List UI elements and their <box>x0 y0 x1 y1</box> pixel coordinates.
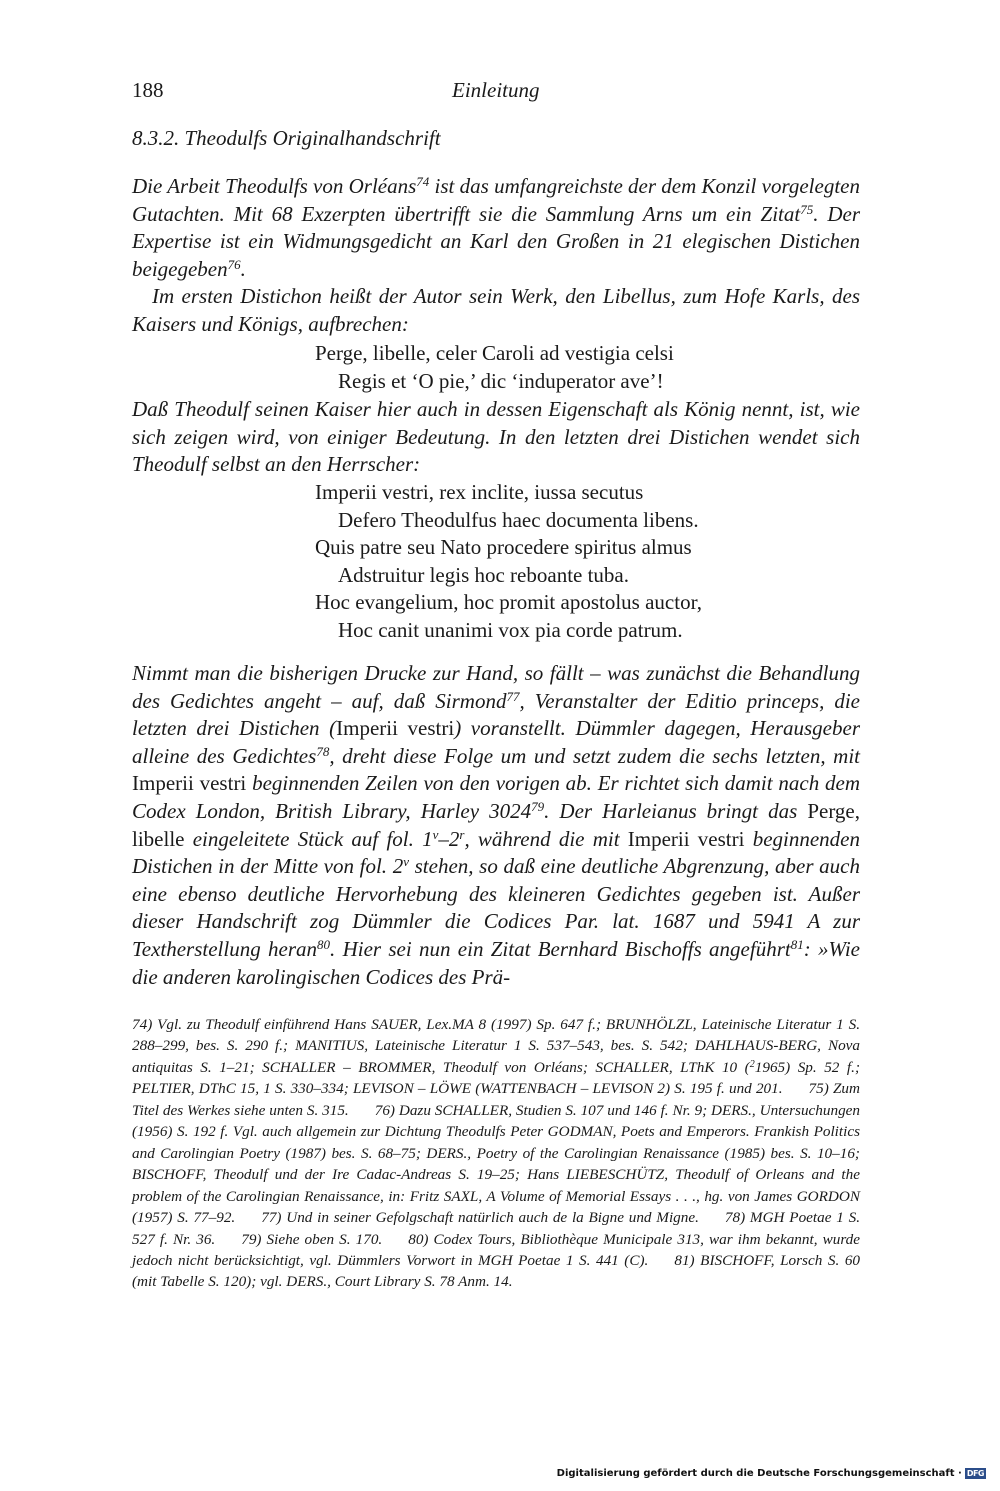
footnote-ref-81[interactable]: 81 <box>790 936 804 952</box>
text-span: . Der Harleianus bringt das <box>544 798 808 823</box>
verse-line: Regis et ‘O pie,’ dic ‘induperator ave’! <box>338 368 664 393</box>
footnote-78: 78) MGH Poetae 1 S. 527 f. Nr. 36. <box>132 1209 861 1248</box>
section-title: 8.3.2. Theodulfs Originalhandschrift <box>132 126 441 150</box>
verse-line: Hoc evangelium, hoc promit apostolus auctor, <box>315 590 702 615</box>
footnote-81: 81) BISCHOFF, Lorsch S. 60 (mit Tabelle S. 120); vgl. DERS., Court Library S. 78 Anm. 14. <box>132 1251 861 1291</box>
footnote-ref-79[interactable]: 79 <box>531 798 545 814</box>
latin-quote: Perge, libelle <box>132 798 860 851</box>
text-span: –2 <box>438 826 460 851</box>
verse-line: Imperii vestri, rex inclite, iussa secutus <box>315 480 644 504</box>
footnote-76: 76) Dazu SCHALLER, Studien S. 107 und 146 f. Nr. 9; DERS., Untersuchungen (1956) S. 192 f. Vgl. auch allgemein zur Dichtung Theodulfs Peter GODMAN, Poets and Emperors. Frankish Politics and Carolingian Poetry (1987) bes. S. 68–75; DERS., Poetry of the Carolingian Renaissance (1985) bes. S. 10–16; BISCHOFF, Theodulf und der Ire Cadac-Andreas S. 19–25; Hans LIEBESCHÜTZ, Theodulf of Orleans and the problem of the Carolingian Renaissance, in: Fritz SAXL, A Volume of Memorial Essays . . ., hg. von James GORDON (1957) S. 77–92. <box>132 1101 860 1227</box>
running-title: Einleitung <box>452 78 540 102</box>
footnotes <box>132 1014 860 1293</box>
dfg-logo: DFG <box>966 1469 984 1478</box>
footnote-ref-76[interactable]: 76 <box>227 256 241 272</box>
text-span: Nimmt man die bisherigen Drucke zur Hand, so fällt – was zunächst die Behandlung des Gedichtes angeht – auf, daß Sirmond <box>132 661 860 713</box>
footnote-75: 75) Zum Titel des Werkes siehe unten S. 315. <box>132 1080 860 1119</box>
text-span: , Veranstalter der Editio princeps, die letzten drei Distichen ( <box>132 688 861 741</box>
verse-block-1 <box>315 340 674 395</box>
paragraph-4 <box>132 660 860 991</box>
verse-line: Perge, libelle, celer Caroli ad vestigia celsi <box>315 341 674 365</box>
latin-quote: Imperii vestri <box>627 826 745 851</box>
paragraph-3-text: Daß Theodulf seinen Kaiser hier auch in dessen Eigenschaft als König nennt, ist, wie sich zeigen wird, von einiger Bedeutung. In den letzten drei Distichen wendet sich Theodulf selbst an den Herrscher: <box>132 397 860 477</box>
verse-line: Hoc canit unanimi vox pia corde patrum. <box>338 617 683 642</box>
footnote-ref-75[interactable]: 75 <box>800 201 814 217</box>
verse-block-2 <box>315 479 702 645</box>
paragraph-3 <box>132 396 860 479</box>
text-span: , während die mit <box>464 826 628 851</box>
text-span: Die Arbeit Theodulfs von Orléans <box>132 174 417 198</box>
text-span: . <box>240 256 246 281</box>
footnote-77: 77) Und in seiner Gefolgschaft natürlich auch de la Bigne und Migne. <box>261 1209 699 1227</box>
footnote-79: 79) Siehe oben S. 170. <box>241 1230 383 1248</box>
text-span: . Hier sei nun ein Zitat Bernhard Bischoffs angeführt <box>330 936 791 961</box>
folio-superscript: v <box>432 826 439 842</box>
edition-superscript: 2 <box>749 1058 755 1070</box>
text-span: eingeleitete Stück auf fol. 1 <box>184 826 433 851</box>
folio-superscript: v <box>403 854 409 870</box>
text-span: ist das umfangreichste der dem Konzil vorgelegten Gutachten. Mit 68 Exzerpten übertrifft sie die Sammlung Arns um ein Zitat <box>132 174 860 226</box>
latin-quote: Imperii vestri <box>336 716 455 741</box>
footnote-74 <box>132 1016 860 1097</box>
footnote-80: 80) Codex Tours, Bibliothèque Municipale 313, war ihm bekannt, wurde jedoch nicht berücksichtigt, vgl. Dümmlers Vorwort in MGH Poetae 1 S. 441 (C). <box>132 1230 860 1269</box>
paragraph-2: Im ersten Distichon heißt der Autor sein Werk, den Libellus, zum Hofe Karls, des Kaisers und Königs, aufbrechen: <box>132 284 860 336</box>
text-span: : »Wie die anderen karolingischen Codices des Prä- <box>132 936 861 989</box>
footnote-ref-78[interactable]: 78 <box>316 743 330 759</box>
digitization-footer <box>557 1468 986 1479</box>
text-span: stehen, so daß eine deutliche Abgrenzung, aber auch eine ebenso deutliche Hervorhebung des kleineren Gedichtes gegeben ist. Außer dieser Handschrift zog Dümmler die Codices Par. lat. 1687 und 5941 A zur Textherstellung heran <box>132 854 860 961</box>
paragraph-1 <box>132 173 860 283</box>
footnote-ref-80[interactable]: 80 <box>317 936 331 952</box>
footer-text: Digitalisierung gefördert durch die Deutsche Forschungsgemeinschaft · <box>556 1468 962 1479</box>
paragraph-4-text <box>132 660 860 991</box>
intro-paragraphs <box>132 173 860 339</box>
text-span: . Der Expertise ist ein Widmungsgedicht an Karl den Großen in 21 elegischen Distichen beigegeben <box>132 201 860 281</box>
text-span: , dreht diese Folge um und setzt zudem die sechs letzten, mit <box>329 743 861 768</box>
page-number: 188 <box>132 78 164 102</box>
text-span: ) voranstellt. Dümmler dagegen, Herausgeber alleine des Gedichtes <box>132 716 860 768</box>
folio-superscript: r <box>459 826 465 842</box>
verse-line: Defero Theodulfus haec documenta libens. <box>338 507 699 532</box>
text-span: beginnenden Zeilen von den vorigen ab. Er richtet sich damit nach dem Codex London, British Library, Harley 3024 <box>132 771 861 823</box>
footnote-ref-74[interactable]: 74 <box>416 174 430 189</box>
latin-quote: Imperii vestri <box>132 771 247 796</box>
verse-line: Quis patre seu Nato procedere spiritus almus <box>315 535 692 560</box>
text-span: 74) Vgl. zu Theodulf einführend Hans SAUER, Lex.MA 8 (1997) Sp. 647 f.; BRUNHÖLZL, Lateinische Literatur 1 S. 288–299, bes. S. 290 f.; MANITIUS, Lateinische Literatur 1 S. 537–543, bes. S. 542; DAHLHAUS-BERG, Nova antiquitas S. 1–21; SCHALLER – BROMMER, Theodulf von Orléans; SCHALLER, LThK 10 ( <box>132 1016 860 1076</box>
text-span: 1965) Sp. 52 f.; PELTIER, DThC 15, 1 S. 330–334; LEVISON – LÖWE (WATTENBACH – LEVISON 2) S. 195 f. und 201. <box>132 1058 860 1098</box>
verse-line: Adstruitur legis hoc reboante tuba. <box>338 562 630 587</box>
text-span: beginnenden Distichen in der Mitte von fol. 2 <box>132 826 860 879</box>
footnote-ref-77[interactable]: 77 <box>506 688 520 704</box>
